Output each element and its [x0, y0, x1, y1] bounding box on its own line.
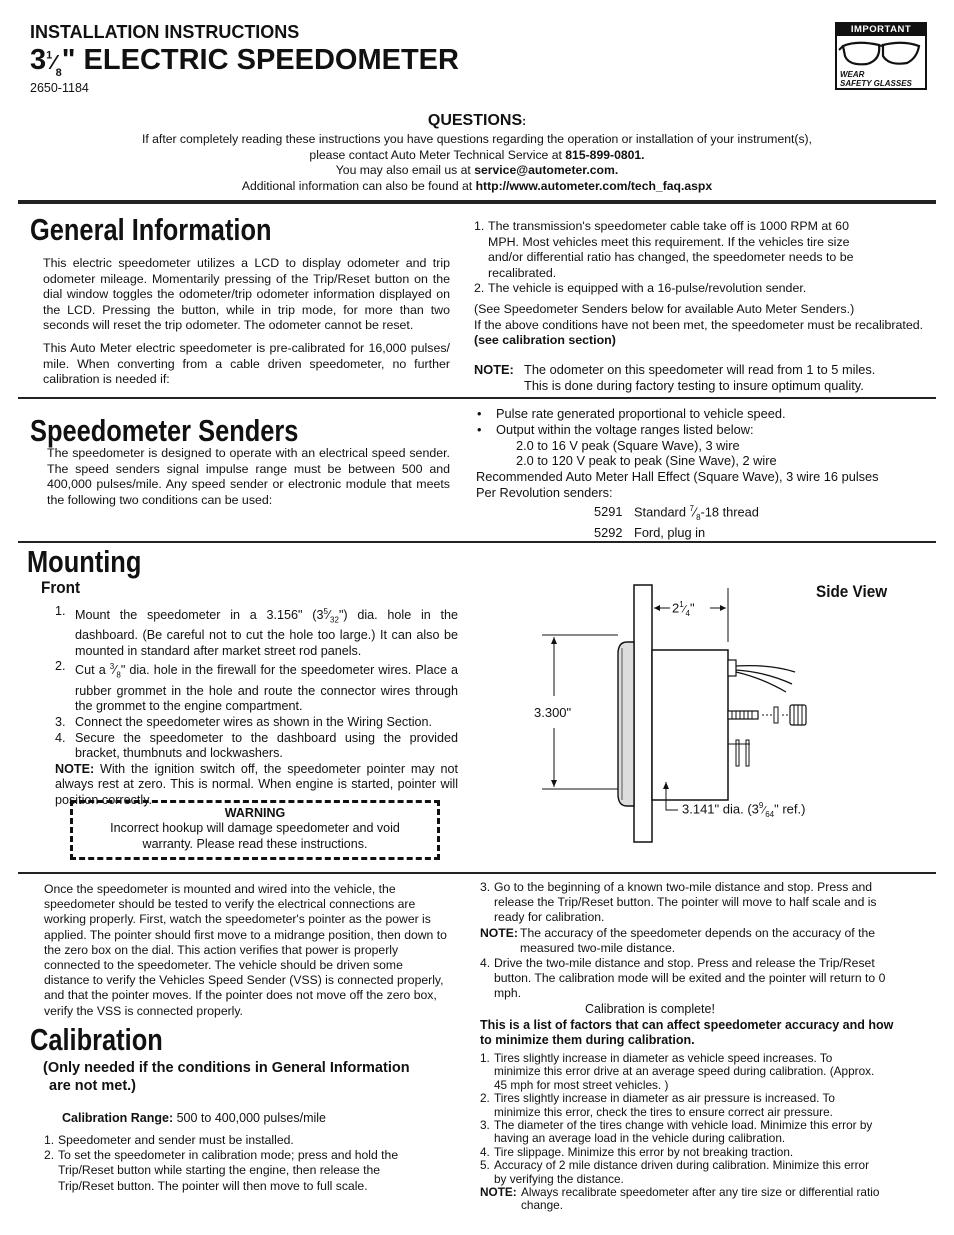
mounting-step: 4. Secure the speedometer to the dashboard using the provided bracket, thumbnuts and lockwashers. [55, 730, 458, 761]
factors-heading: This is a list of factors that can affect speedometer accuracy and how to minimize them during calibration. [480, 1018, 894, 1047]
doc-title: $3^1⁄_8$" ELECTRIC SPEEDOMETER [30, 44, 459, 79]
questions-heading: QUESTIONS: [427, 112, 527, 129]
lockwasher [774, 707, 778, 723]
general-see-senders: (See Speedometer Senders below for available Auto Meter Senders.) If the above conditions have not been met, the speedometer must be recalibrated. (see calibration section) [474, 302, 924, 348]
calibration-note-1: NOTE: The accuracy of the speedometer depends on the accuracy of the measured two-mile distance. [480, 925, 876, 955]
mounting-step: 3. Connect the speedometer wires as shown in the Wiring Section. [55, 714, 433, 729]
warning-line-1: Incorrect hookup will damage speedometer and void [110, 821, 400, 835]
calibration-step: 2. To set the speedometer in calibration mode; press and hold the Trip/Reset button while starting the engine, then release the Trip/Reset button. The pointer will then move to full scale. [44, 1148, 399, 1193]
warning-box [70, 800, 440, 860]
sender-5292: 5292 Ford, plug in [594, 525, 706, 541]
questions-line-4: Additional information can also be found at http://www.autometer.com/tech_faq.aspx [241, 178, 713, 193]
mounting-note: NOTE: With the ignition switch off, the speedometer pointer may not always rest at zero. This is normal. When engine is started, pointer will position correctly. [55, 761, 458, 807]
doc-kicker: INSTALLATION INSTRUCTIONS [30, 22, 300, 42]
mounting-step: 2. Cut a $^3⁄_8$" dia. hole in the firewall for the speedometer wires. Place a rubber grommet in the hole and route the connector wires through the grommet to the engine compartment. [55, 659, 458, 714]
questions-line-1: If after completely reading these instructions you have questions regarding the operation or installation of your instrument(s), [142, 132, 812, 146]
factor-item: 2. Tires slightly increase in diameter as air pressure is increased. To minimize this error, check the tires to ensure correct air pressure. [480, 1091, 835, 1119]
senders-list [476, 406, 936, 541]
mounting-subheading: Front [41, 578, 81, 597]
dash-panel [634, 585, 652, 842]
questions-text [0, 132, 954, 194]
badge-line-1: WEAR [840, 70, 865, 79]
sender-bullet: • Output within the voltage ranges listed below: [477, 421, 754, 437]
faq-url-link[interactable]: http://www.autometer.com/tech_faq.aspx [475, 178, 713, 193]
badge-top-label: IMPORTANT [837, 24, 925, 36]
part-number: 2650-1184 [30, 81, 89, 95]
senders-heading: Speedometer Senders [30, 413, 299, 448]
badge-line-2: SAFETY GLASSES [840, 79, 912, 88]
service-email-link[interactable]: service@autometer.com. [474, 163, 619, 178]
warning-line-2: warranty. Please read these instructions. [142, 837, 368, 851]
voltage-range-2: 2.0 to 120 V peak to peak (Sine Wave), 2 wire [516, 453, 777, 469]
general-heading: General Information [30, 212, 272, 247]
gauge-bezel [618, 642, 634, 806]
factor-item: 3. The diameter of the tires change with vehicle load. Minimize this error by having an average load in the vehicle during calibration. [480, 1118, 873, 1146]
general-para-1: This electric speedometer utilizes a LCD to display odometer and trip odometer mileage. Momentarily pressing of the Trip/Reset button on the dial window toggles the odometer/trip odometer information displayed on the LCD. Pressing the button, while in trip mode, for more than two seconds will reset the trip odometer. The odometer cannot be reset. [43, 256, 450, 333]
recommended-line-1: Recommended Auto Meter Hall Effect (Square Wave), 3 wire 16 pulses [476, 469, 879, 485]
factor-item: 5. Accuracy of 2 mile distance driven during calibration. Minimize this error by verifying the distance. [480, 1158, 870, 1186]
mounting-heading: Mounting [27, 544, 142, 579]
calibration-step: 3. Go to the beginning of a known two-mile distance and stop. Press and release the Trip/Reset button. The pointer will move to half scale and is ready for calibration. [480, 880, 877, 925]
calibration-step: 1. Speedometer and sender must be installed. [44, 1133, 294, 1147]
factor-item: 1. Tires slightly increase in diameter as vehicle speed increases. To minimize this error drive at an average speed during calibration. (Approx. 45 mph for most street vehicles. ) [480, 1051, 875, 1092]
condition-item: 1. The transmission's speedometer cable take off is 1000 RPM at 60 MPH. Most vehicles meet this requirement. If the vehicles tire size and/or differential ratio has changed, the speedometer needs to be recalibrated. [474, 219, 854, 280]
divider [18, 872, 936, 874]
safety-glasses-badge [835, 22, 927, 90]
calibration-complete: Calibration is complete! [585, 1002, 715, 1016]
senders-para: The speedometer is designed to operate with an electrical speed sender. The speed senders signal impulse range must be between 500 and 400,000 pulses/mile. Any speed sender or electronic module that meets the following two conditions can be used: [47, 446, 450, 507]
calibration-note-2: NOTE: Always recalibrate speedometer after any tire size or differential ratio change. [480, 1185, 880, 1213]
factors-list [480, 1052, 880, 1213]
calibration-step: 4. Drive the two-mile distance and stop. Press and release the Trip/Reset button. The calibration mode will be exited and the pointer will return to 0 mph. [480, 956, 886, 1001]
calibration-heading: Calibration [30, 1022, 163, 1057]
sender-bullet: • Pulse rate generated proportional to vehicle speed. [477, 406, 786, 421]
calibration-steps-right [480, 880, 892, 1002]
general-conditions [474, 219, 864, 297]
condition-item: 2. The vehicle is equipped with a 16-pulse/revolution sender. [474, 281, 807, 296]
side-view-label: Side View [816, 582, 888, 601]
calibration-subheading: (Only needed if the conditions in General Information are not met.) [43, 1060, 410, 1094]
divider [18, 541, 936, 543]
questions-line-2: please contact Auto Meter Technical Service at 815-899-0801. [309, 147, 645, 162]
general-note: NOTE: The odometer on this speedometer will read from 1 to 5 miles. This is done during factory testing to insure optimum quality. [474, 362, 876, 393]
header [30, 22, 850, 102]
mounting-steps [55, 604, 458, 809]
mounting-step: 1. Mount the speedometer in a 3.156" $(3^5⁄_{32}")$ dia. hole in the dashboard. (Be careful not to cut the hole too large.) It can also be mounted in standard after market street rod panels. [55, 604, 458, 658]
warning-title: WARNING [224, 806, 286, 820]
general-para-2: This Auto Meter electric speedometer is pre-calibrated for 16,000 pulses/ mile. When converting from a cable driven speedometer, no further calibration is needed if: [43, 341, 450, 387]
gauge-body [652, 650, 728, 800]
recommended-line-2: Per Revolution senders: [476, 484, 613, 500]
testing-para: Once the speedometer is mounted and wired into the vehicle, the speedometer should be tested to verify the electrical connections are working properly. First, watch the speedometer's pointer as the power is applied. The pointer should first move to a midrange position, then down to the zero box on the dial. This action verifies that power is properly connected to the speedometer. The vehicle should be driven some distance to verify the Vehicles Speed Sender (VSS) is connected properly, and that the pointer moves. If the pointer does not move off the zero box, verify the VSS is connected properly. [44, 882, 447, 1018]
height-dimension-label: 3.300" [534, 705, 572, 720]
sender-5291: 5291 Standard $^7⁄_8-18$ thread [594, 503, 759, 522]
diameter-dimension-label: 3.141" dia. ($3^9⁄_{64}$" ref.) [682, 801, 806, 819]
tech-phone-number[interactable]: 815-899-0801. [565, 147, 645, 162]
divider [18, 200, 936, 204]
questions-line-3: You may also email us at service@autometer.com. [335, 163, 619, 178]
calibration-range: Calibration Range: 500 to 400,000 pulses/mile [62, 1111, 327, 1125]
depth-dimension-label: $2^1⁄_4$" [672, 600, 695, 618]
calibration-steps-left [44, 1133, 424, 1194]
wire-grommet [728, 660, 736, 676]
voltage-range-1: 2.0 to 16 V peak (Square Wave), 3 wire [516, 437, 740, 453]
factor-item: 4. Tire slippage. Minimize this error by not breaking traction. [480, 1144, 794, 1159]
divider [18, 397, 936, 399]
safety-glasses-icon [837, 36, 925, 72]
